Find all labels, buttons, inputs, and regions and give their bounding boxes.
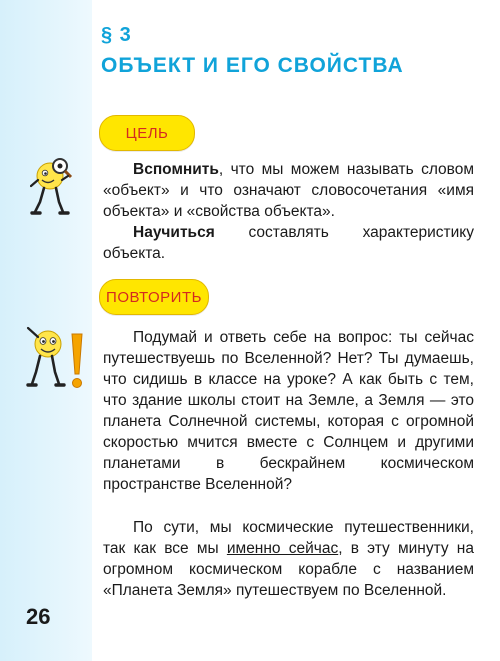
underlined-phrase: именно сейчас bbox=[226, 540, 339, 557]
repeat-paragraph-2 bbox=[103, 517, 474, 601]
goal-keyword-learn: Научиться bbox=[133, 224, 215, 241]
goal-text-2: составлять характеристику объекта. bbox=[103, 224, 474, 262]
goal-keyword-recall: Вспомнить bbox=[133, 161, 219, 178]
repeat-text-before: По сути, мы космические путешественники, так как все мы bbox=[103, 519, 474, 557]
goal-paragraph-1 bbox=[103, 159, 474, 222]
goal-paragraph-2 bbox=[103, 222, 474, 264]
section-title: ОБЪЕКТ И ЕГО СВОЙСТВА bbox=[101, 54, 404, 77]
repeat-paragraph-1: Подумай и ответь себе на вопрос: ты сейчас путешествуешь по Вселенной? Нет? Ты думаешь, что сидишь в классе на уроке? А как быть с тем, что здание школы стоит на Земле, а Земля — это планета Солнечной системы, которая с огромной скоростью мчится вместе с Солнцем и другими планетами в бескрайнем космическом пространстве Вселенной? bbox=[103, 329, 474, 493]
section-number: § 3 bbox=[101, 24, 132, 46]
smiley-with-exclamation-icon bbox=[24, 320, 88, 396]
repeat-label: ПОВТОРИТЬ bbox=[99, 279, 209, 315]
goal-label: ЦЕЛЬ bbox=[99, 115, 195, 151]
page-number: 26 bbox=[26, 604, 51, 629]
smiley-with-magnifier-icon bbox=[30, 150, 86, 222]
goal-text-1: , что мы можем называть словом «объект» и что означают словосочетания «имя объекта» и «свойства объекта». bbox=[103, 161, 474, 220]
repeat-text-after: , в эту минуту на огромном космическом корабле с названием «Планета Земля» путешествуем по Вселенной. bbox=[103, 540, 474, 599]
